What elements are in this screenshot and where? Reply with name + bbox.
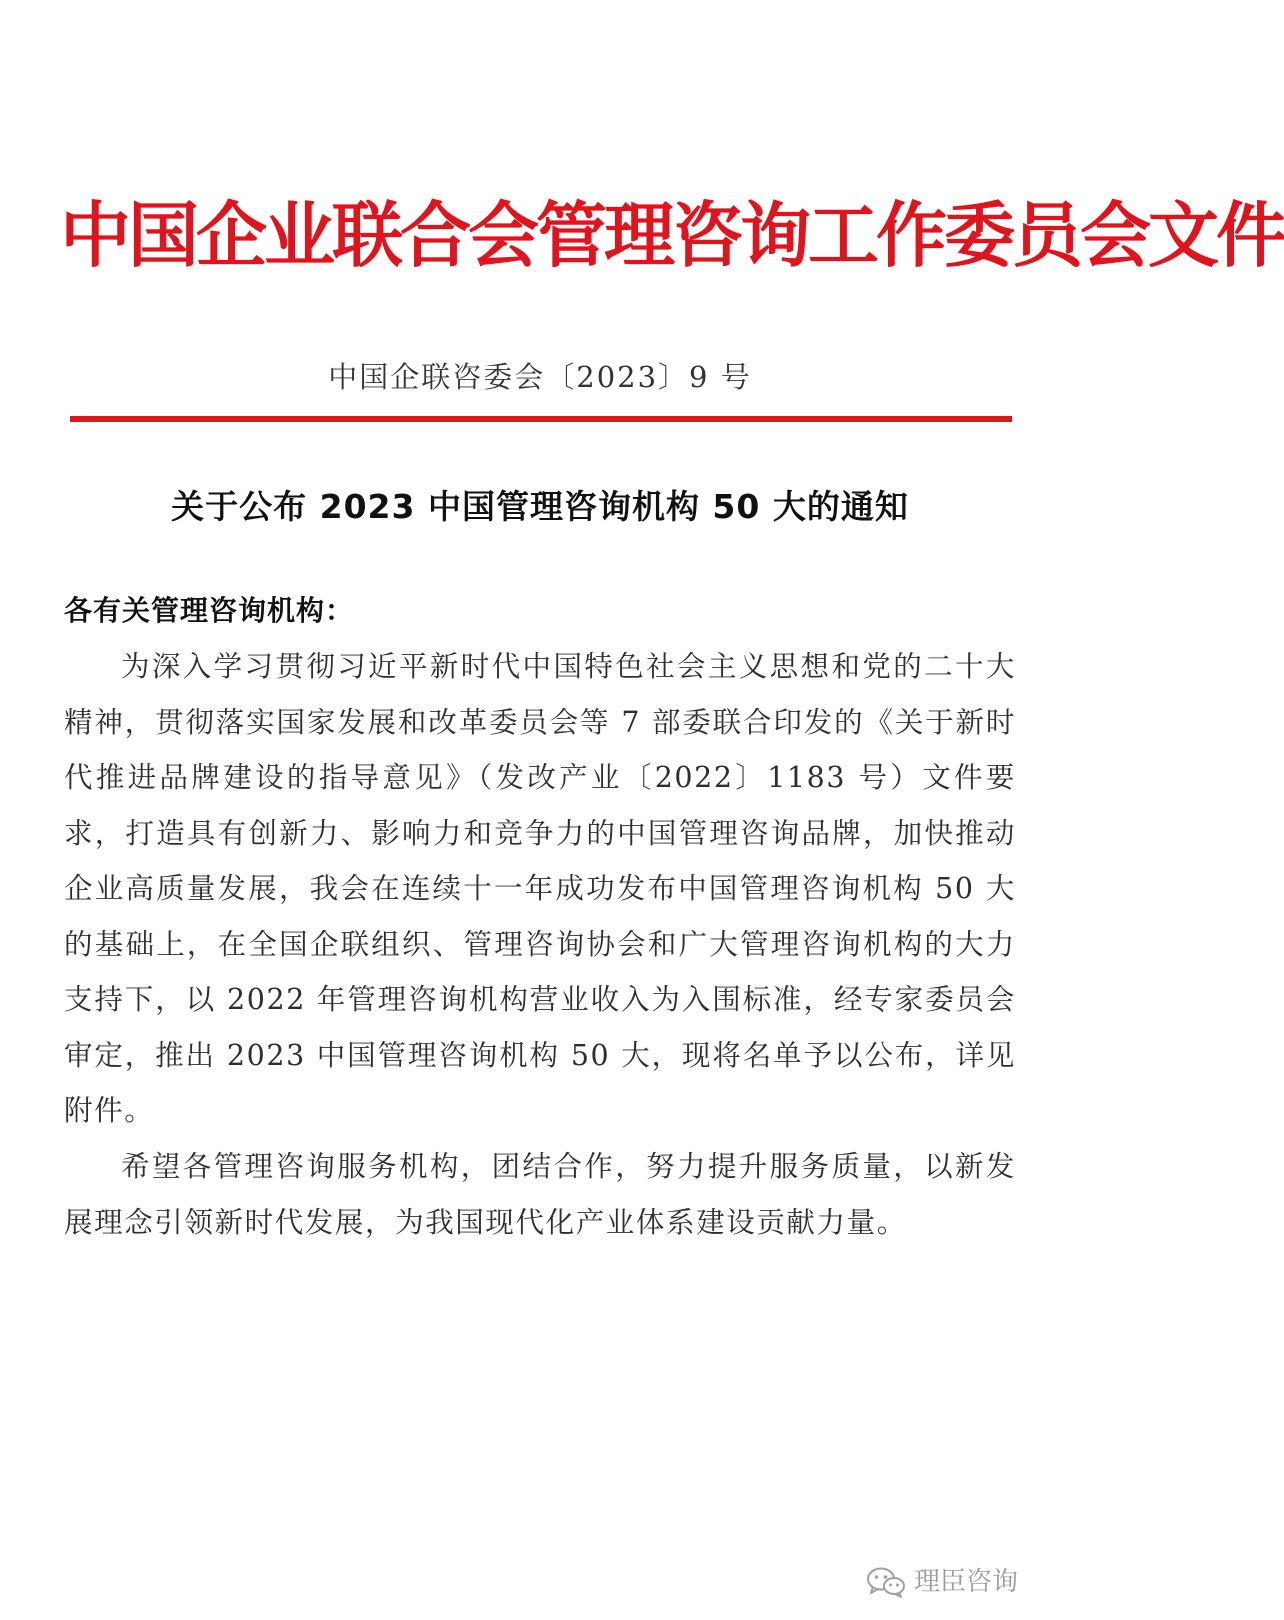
salutation: 各有关管理咨询机构： — [64, 594, 355, 627]
document-header-title: 中国企业联合会管理咨询工作委员会文件 — [60, 194, 1284, 277]
document-number: 中国企联咨委会〔2023〕9 号 — [328, 360, 752, 394]
body-paragraph-1: 为深入学习贯彻习近平新时代中国特色社会主义思想和党的二十大精神，贯彻落实国家发展和改革委员会等 7 部委联合印发的《关于新时代推进品牌建设的指导意见》（发改产业〔2022〕1183 号）文件要求，打造具有创新力、影响力和竞争力的中国管理咨询品牌，加快推动企业高质量发展，我会在连续十一年成功发布中国管理咨询机构 50 大的基础上，在全国企联组织、管理咨询协会和广大管理咨询机构的大力支持下，以 2022 年管理咨询机构营业收入为入围标准，经专家委员会审定，推出 2023 中国管理咨询机构 50 大，现将名单予以公布，详见附件。 — [64, 650, 1016, 1127]
header-red-divider — [70, 416, 1012, 422]
body-paragraph-2: 希望各管理咨询服务机构，团结合作，努力提升服务质量，以新发展理念引领新时代发展，为我国现代化产业体系建设贡献力量。 — [64, 1150, 1016, 1239]
wechat-icon — [866, 1566, 906, 1598]
source-watermark — [866, 1566, 1018, 1598]
watermark-text: 理臣咨询 — [913, 1567, 1018, 1597]
notice-title: 关于公布 2023 中国管理咨询机构 50 大的通知 — [171, 487, 909, 526]
